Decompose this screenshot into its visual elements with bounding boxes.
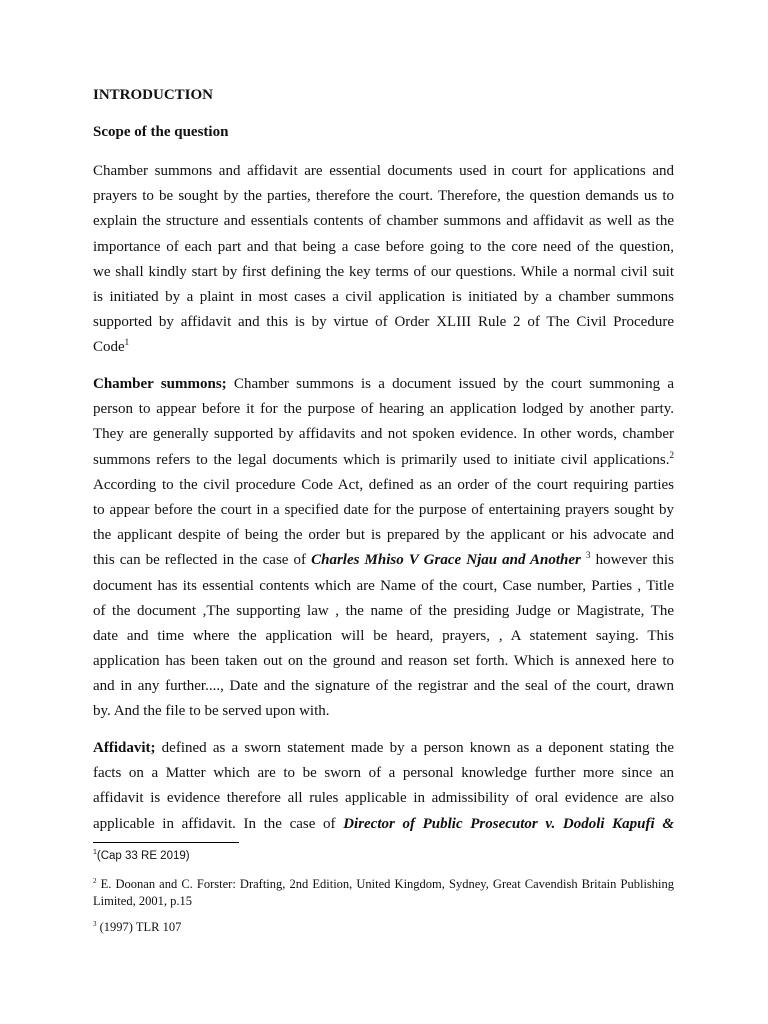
body-text: affidavit is evidence therefore all rules applicable in admissibility of oral evidence are also bbox=[93, 790, 674, 807]
emphasis-text: Affidavit; bbox=[93, 740, 156, 756]
body-text: and in any further...., Date and the signature of the registrar and the seal of the court, drawn bbox=[93, 678, 674, 695]
text-line bbox=[93, 649, 674, 674]
text-line bbox=[93, 498, 674, 523]
body-text: explain the structure and essentials contents of chamber summons and affidavit as well as the bbox=[93, 213, 674, 230]
body-text: defined as a sworn statement made by a person known as a deponent stating the bbox=[155, 740, 674, 756]
footnote-reference: 1 bbox=[124, 337, 130, 348]
text-line bbox=[93, 209, 674, 234]
footnote-number: 3 bbox=[93, 920, 97, 928]
body-text: by. And the file to be served upon with. bbox=[93, 703, 330, 720]
text-line bbox=[93, 674, 674, 699]
footnote-reference: 3 bbox=[586, 550, 591, 561]
body-text: Code bbox=[93, 339, 125, 356]
body-text: this can be reflected in the case of bbox=[93, 552, 312, 569]
body-text: document has its essential contents which are Name of the court, Case number, Parties , Title bbox=[93, 577, 674, 594]
body-text: the applicant despite of being the order but is prepared by the applicant or his advocate and bbox=[93, 527, 674, 544]
body-text: application has been taken out on the ground and reason set forth. Which is annexed here to bbox=[93, 653, 674, 670]
footnote-text: (1997) TLR 107 bbox=[96, 920, 182, 934]
text-line bbox=[93, 699, 674, 724]
text-line bbox=[93, 260, 674, 285]
text-line bbox=[93, 310, 674, 335]
heading-scope: Scope of the question bbox=[93, 124, 229, 140]
emphasis-text: Director of Public Prosecutor v. Dodoli Kapufi & bbox=[343, 815, 674, 832]
footnote-1 bbox=[93, 848, 674, 865]
text-line bbox=[93, 812, 674, 837]
heading-introduction: INTRODUCTION bbox=[93, 87, 214, 103]
body-text: importance of each part and that being a case before going to the core need of the question, bbox=[93, 238, 674, 255]
body-text: to appear before the court in a specified date for the purpose of entertaining prayers sought by bbox=[93, 501, 674, 518]
text-line bbox=[93, 448, 674, 473]
body-text: supported by affidavit and this is by virtue of Order XLIII Rule 2 of The Civil Procedure bbox=[93, 314, 674, 331]
paragraph-affidavit bbox=[93, 736, 674, 837]
footnote-text: E. Doonan and C. Forster: Drafting, 2nd Edition, United Kingdom, Sydney, Great Cavendish Britain Publishing Limited, 2001, p.15 bbox=[93, 877, 674, 908]
text-line bbox=[93, 422, 674, 447]
text-line bbox=[93, 235, 674, 260]
body-text: facts on a Matter which are to be sworn of a personal knowledge further more since an bbox=[93, 765, 674, 782]
body-text: however this bbox=[590, 552, 674, 569]
footnote-number: 2 bbox=[93, 877, 97, 885]
footnote-3 bbox=[93, 919, 674, 936]
text-line bbox=[93, 184, 674, 209]
body-text: summons refers to the legal documents which is primarily used to initiate civil applications. bbox=[93, 451, 670, 468]
emphasis-text: Charles Mhiso V Grace Njau and Another bbox=[311, 552, 581, 569]
body-text: date and time where the application will be heard, prayers, , A statement saying. This bbox=[93, 627, 674, 644]
footnote-reference: 2 bbox=[669, 449, 674, 460]
text-line bbox=[93, 397, 674, 422]
text-line bbox=[93, 786, 674, 811]
text-line bbox=[93, 736, 674, 761]
text-line bbox=[93, 159, 674, 184]
text-line bbox=[93, 285, 674, 310]
paragraph-chamber-summons bbox=[93, 372, 674, 725]
text-line bbox=[93, 473, 674, 498]
footnote-text: (Cap 33 RE 2019) bbox=[96, 850, 190, 862]
body-text: According to the civil procedure Code Act, defined as an order of the court requiring parties bbox=[93, 476, 674, 493]
body-text: They are generally supported by affidavits and not spoken evidence. In other words, chamber bbox=[93, 426, 674, 443]
footnote-separator bbox=[93, 842, 239, 843]
text-line bbox=[93, 335, 674, 360]
text-line bbox=[93, 372, 674, 397]
body-text: of the document ,The supporting law , the name of the presiding Judge or Magistrate, The bbox=[93, 602, 674, 619]
body-text: is initiated by a plaint in most cases a civil application is initiated by a chamber summons bbox=[93, 288, 674, 305]
text-line bbox=[93, 548, 674, 573]
body-text: Chamber summons is a document issued by the court summoning a bbox=[226, 376, 674, 392]
text-line bbox=[93, 574, 674, 599]
body-text: we shall kindly start by first defining the key terms of our questions. While a normal civil suit bbox=[93, 263, 674, 280]
body-text: prayers to be sought by the parties, therefore the court. Therefore, the question demands us to bbox=[93, 188, 674, 205]
emphasis-text: Chamber summons; bbox=[93, 376, 227, 392]
text-line bbox=[93, 599, 674, 624]
body-text: Chamber summons and affidavit are essential documents used in court for applications and bbox=[93, 163, 674, 179]
footnote-2 bbox=[93, 876, 674, 910]
body-text: person to appear before it for the purpose of hearing an application lodged by another party. bbox=[93, 401, 674, 418]
text-line bbox=[93, 761, 674, 786]
text-line bbox=[93, 523, 674, 548]
paragraph-intro bbox=[93, 159, 674, 361]
text-line bbox=[93, 624, 674, 649]
footnote-number: 1 bbox=[93, 849, 97, 856]
body-text: applicable in affidavit. In the case of bbox=[93, 815, 344, 832]
